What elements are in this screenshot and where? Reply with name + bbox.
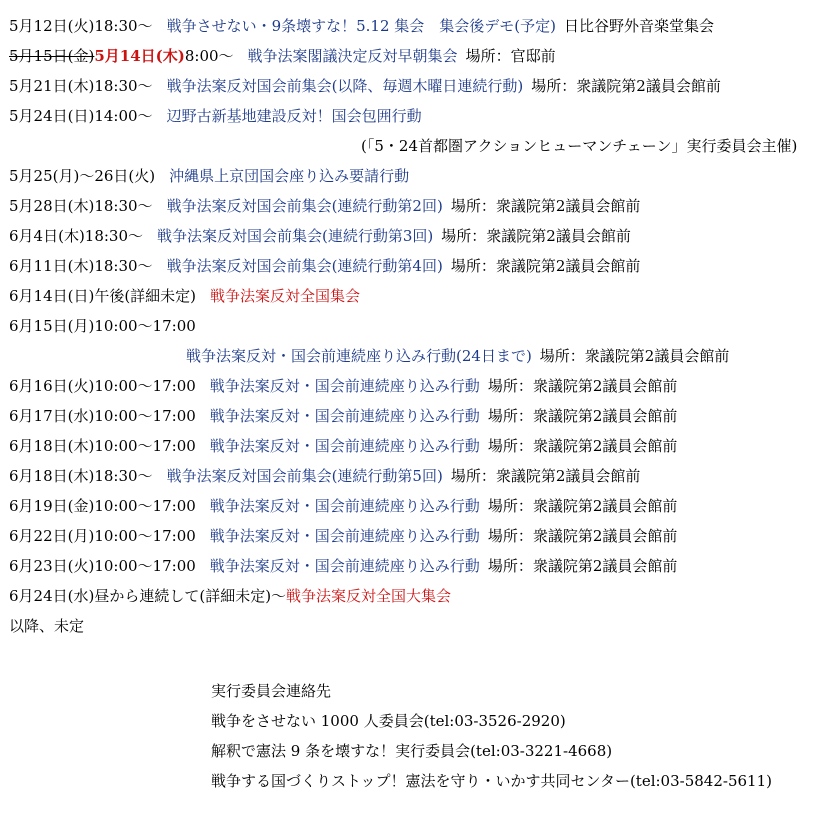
event-date: 6月14日(日)午後(詳細未定) [9, 287, 197, 305]
contact-line: 解釈で憲法 9 条を壊すな！実行委員会(tel:03-3221-4668) [211, 742, 613, 760]
schedule-row [9, 401, 817, 431]
event-title: 戦争法案反対・国会前連続座り込み行動 [209, 437, 480, 455]
event-place: 場所：衆議院第2議員会館前 [531, 77, 721, 95]
schedule-row [9, 431, 817, 461]
event-place: 場所：官邸前 [465, 47, 556, 65]
event-place: 場所：衆議院第2議員会館前 [450, 197, 641, 215]
schedule-row [9, 251, 817, 281]
contact-line: 戦争する国づくりストップ！憲法を守り・いかす共同センター(tel:03-5842-5611) [211, 772, 772, 790]
schedule-row [9, 281, 817, 311]
schedule-list [9, 11, 817, 641]
schedule-row [9, 611, 817, 641]
event-title: 戦争法案反対国会前集会(以降、毎週木曜日連続行動) [166, 77, 524, 95]
schedule-note [9, 131, 817, 161]
schedule-row-continued [9, 341, 817, 371]
event-title: 戦争法案反対国会前集会(連続行動第4回) [166, 257, 443, 275]
schedule-row [9, 371, 817, 401]
event-title: 戦争させない・9条壊すな！5.12 集会 集会後デモ(予定) [166, 17, 556, 35]
event-date: 5月12日(火)18:30～ [9, 17, 153, 35]
contact-block [211, 676, 811, 796]
event-date: 5月25(月)～26日(火) [9, 167, 156, 185]
event-date: 6月4日(木)18:30～ [9, 227, 144, 245]
schedule-row [9, 71, 817, 101]
event-title: 戦争法案反対国会前集会(連続行動第3回) [157, 227, 434, 245]
event-date: 6月23日(火)10:00～17:00 [9, 557, 196, 575]
event-title: 戦争法案閣議決定反対早朝集会 [247, 47, 458, 65]
event-title: 戦争法案反対国会前集会(連続行動第2回) [166, 197, 443, 215]
schedule-row [9, 11, 817, 41]
event-place: 場所：衆議院第2議員会館前 [487, 377, 678, 395]
event-place: 場所：衆議院第2議員会館前 [487, 557, 678, 575]
schedule-row [9, 191, 817, 221]
event-date: 5月24日(日)14:00～ [9, 107, 153, 125]
event-title-highlight: 戦争法案反対全国大集会 [286, 587, 452, 605]
event-place: 場所：衆議院第2議員会館前 [487, 437, 678, 455]
event-title: 戦争法案反対・国会前連続座り込み行動 [209, 527, 480, 545]
event-date: 6月16日(火)10:00～17:00 [9, 377, 196, 395]
schedule-row [9, 161, 817, 191]
event-place: 日比谷野外音楽堂集会 [563, 17, 714, 35]
event-date: 5月28日(木)18:30～ [9, 197, 153, 215]
schedule-row [9, 311, 817, 341]
contact-title: 実行委員会連絡先 [211, 682, 332, 700]
event-date: 6月18日(木)10:00～17:00 [9, 437, 196, 455]
event-date: 6月24日(水)昼から連続して(詳細未定)～ [9, 587, 287, 605]
schedule-row [9, 581, 817, 611]
event-place: 場所：衆議院第2議員会館前 [441, 227, 631, 245]
schedule-footer-note: 以降、未定 [9, 617, 85, 635]
event-title: 辺野古新基地建設反対！国会包囲行動 [166, 107, 422, 125]
event-title: 沖縄県上京団国会座り込み要請行動 [169, 167, 410, 185]
event-title-highlight: 戦争法案反対全国集会 [210, 287, 361, 305]
schedule-row [9, 521, 817, 551]
event-date-revised: 5月14日(木) [94, 47, 185, 65]
event-title: 戦争法案反対・国会前連続座り込み行動 [209, 497, 480, 515]
event-date: 6月11日(木)18:30～ [9, 257, 153, 275]
event-title: 戦争法案反対・国会前連続座り込み行動 [209, 557, 480, 575]
schedule-row [9, 221, 817, 251]
event-place: 場所：衆議院第2議員会館前 [487, 527, 678, 545]
event-title: 戦争法案反対・国会前連続座り込み行動(24日まで) [186, 347, 532, 365]
event-place: 場所：衆議院第2議員会館前 [487, 407, 678, 425]
schedule-row [9, 551, 817, 581]
schedule-row [9, 491, 817, 521]
schedule-row [9, 41, 817, 71]
event-date: 6月15日(月)10:00～17:00 [9, 317, 196, 335]
event-place: 場所：衆議院第2議員会館前 [450, 257, 641, 275]
event-time: 8:00～ [184, 47, 234, 65]
event-date: 5月21日(木)18:30～ [9, 77, 153, 95]
event-title: 戦争法案反対・国会前連続座り込み行動 [209, 377, 480, 395]
schedule-row [9, 461, 817, 491]
event-place: 場所：衆議院第2議員会館前 [450, 467, 641, 485]
event-date: 6月19日(金)10:00～17:00 [9, 497, 196, 515]
schedule-row [9, 101, 817, 131]
event-organizer-note: (「5・24首都圏アクションヒューマンチェーン」実行委員会主催) [361, 137, 798, 155]
event-title: 戦争法案反対国会前集会(連続行動第5回) [166, 467, 443, 485]
event-place: 場所：衆議院第2議員会館前 [487, 497, 678, 515]
event-place: 場所：衆議院第2議員会館前 [539, 347, 730, 365]
event-date: 6月22日(月)10:00～17:00 [9, 527, 196, 545]
event-date: 6月17日(水)10:00～17:00 [9, 407, 196, 425]
contact-line: 戦争をさせない 1000 人委員会(tel:03-3526-2920) [211, 712, 566, 730]
event-date-cancelled: 5月15日(金) [9, 47, 95, 65]
event-title: 戦争法案反対・国会前連続座り込み行動 [209, 407, 480, 425]
event-date: 6月18日(木)18:30～ [9, 467, 153, 485]
